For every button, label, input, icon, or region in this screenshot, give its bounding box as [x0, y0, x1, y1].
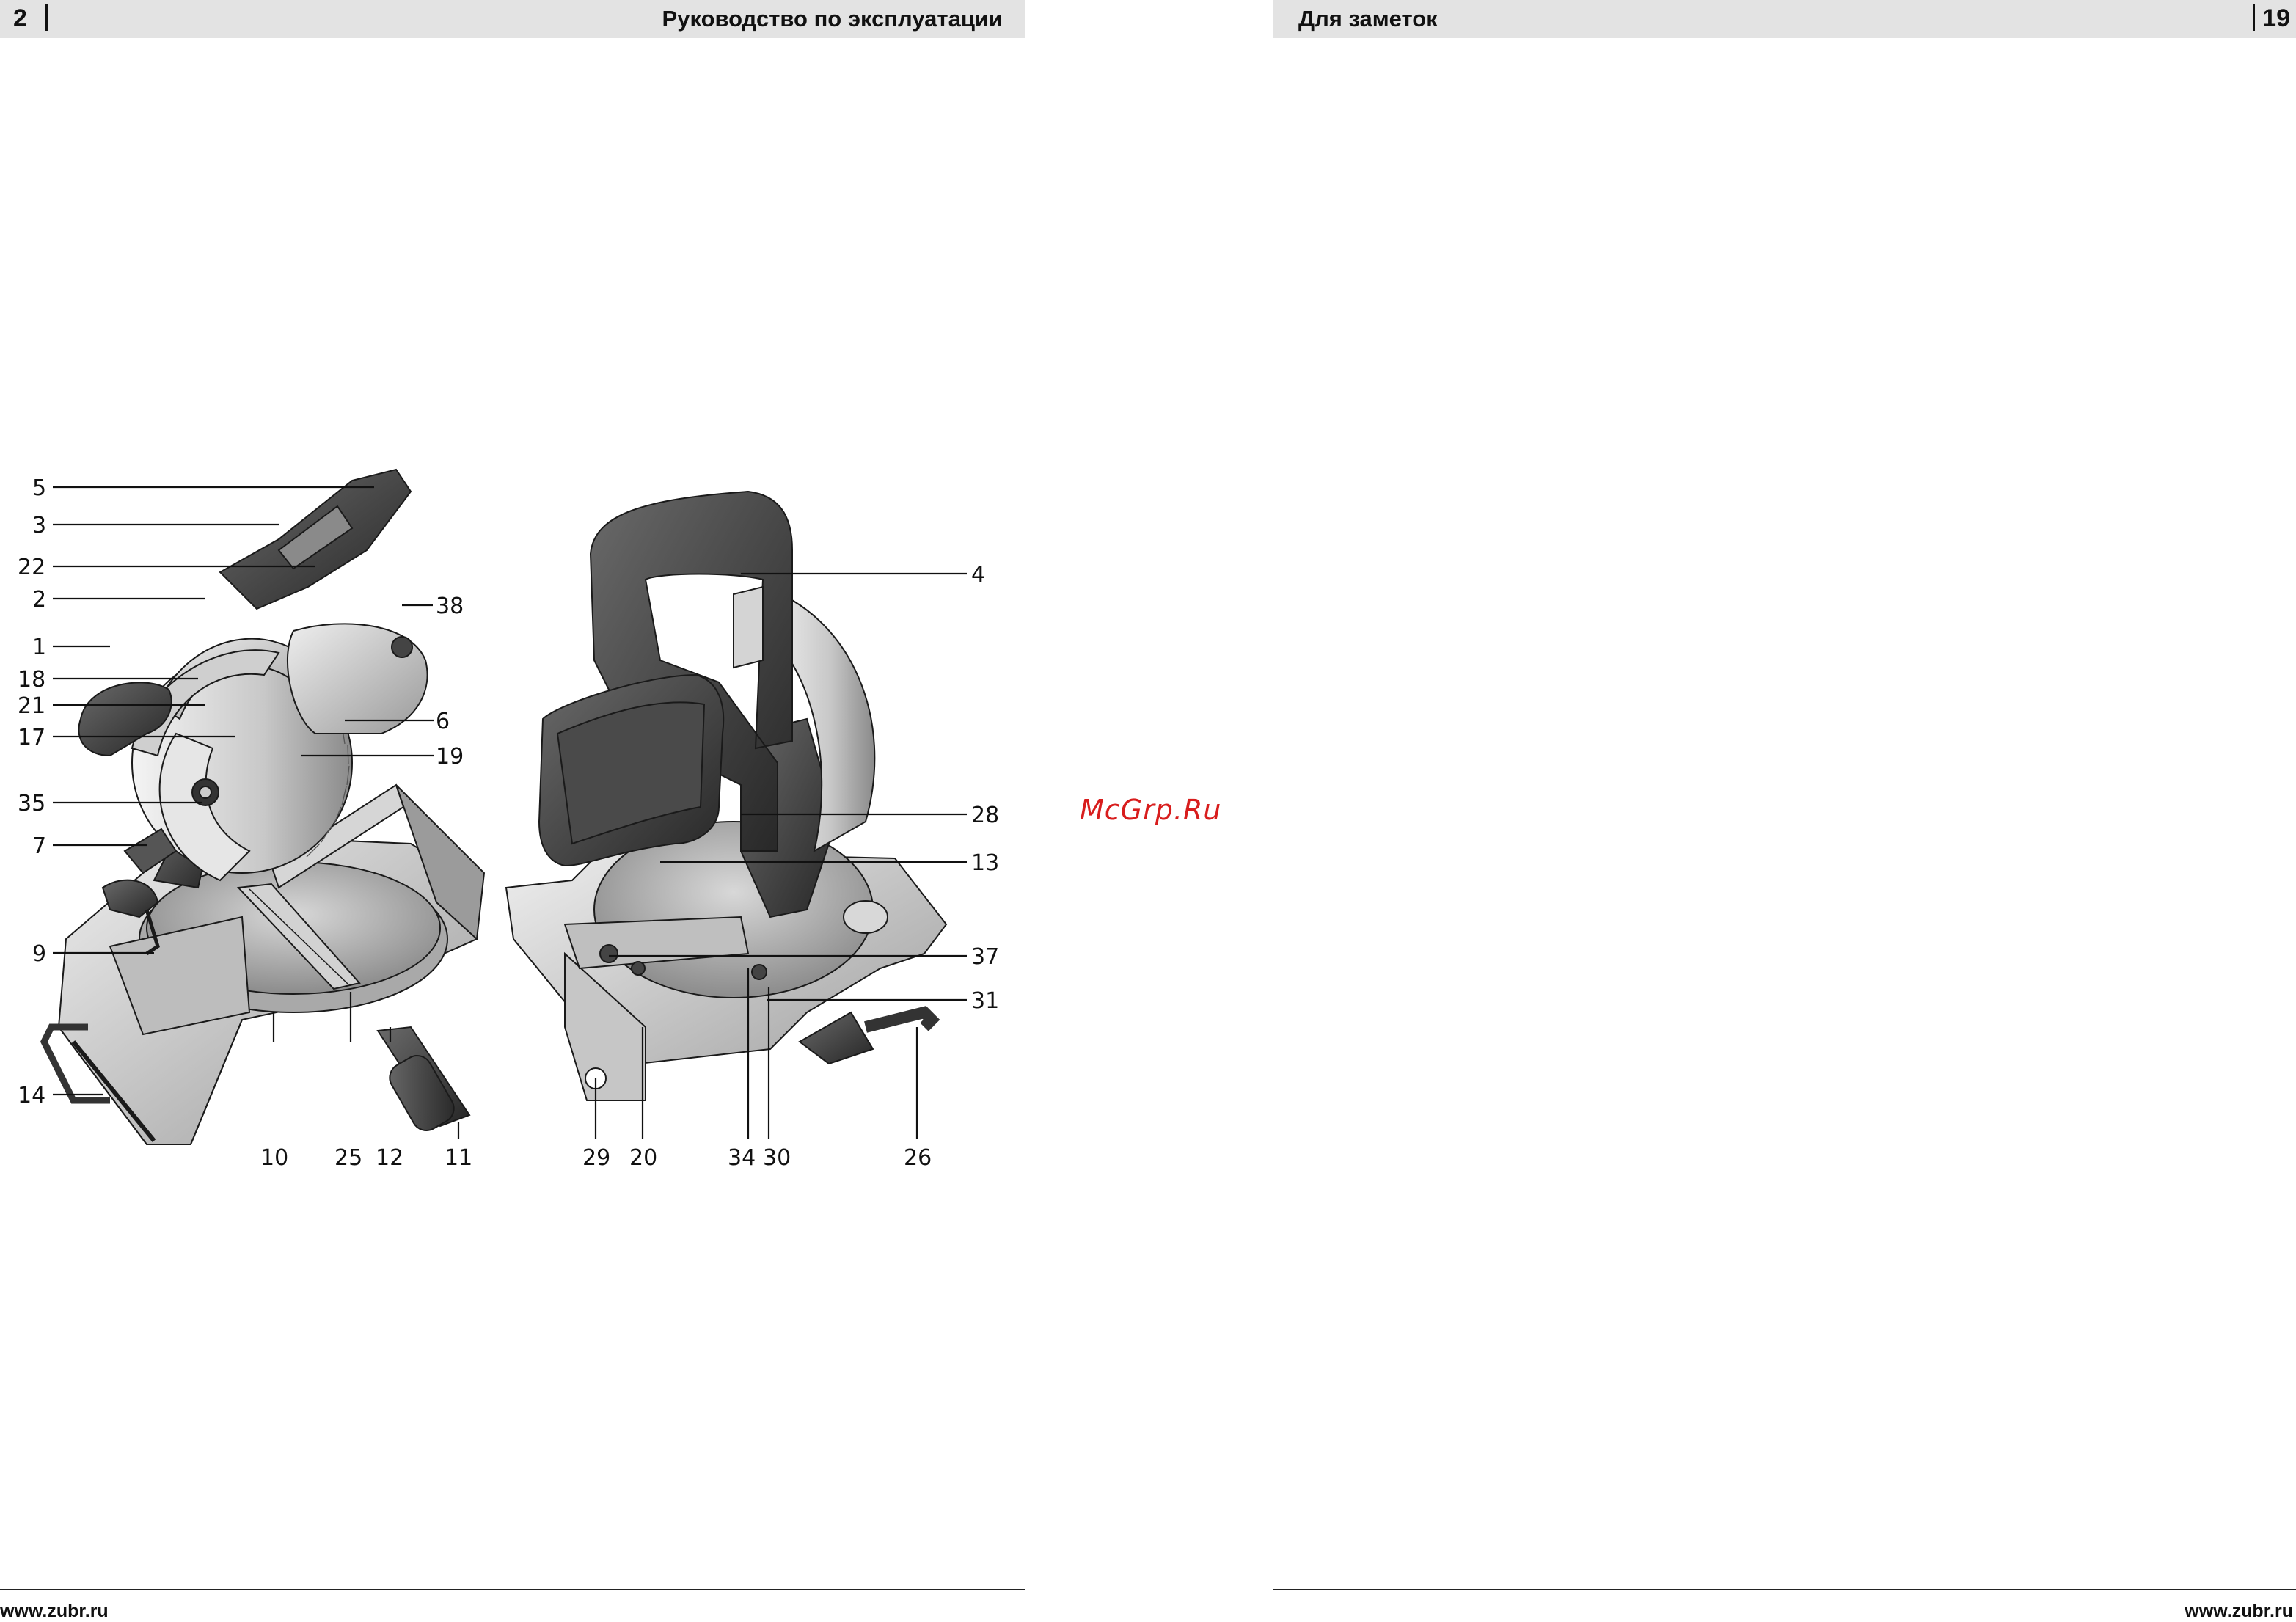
right-header-bar — [1273, 0, 2296, 38]
right-page — [1273, 0, 2296, 1621]
callout-25: 25 — [334, 1145, 363, 1171]
callout-31: 31 — [971, 988, 1000, 1014]
callout-26: 26 — [904, 1145, 932, 1171]
header-separator — [45, 4, 48, 31]
callout-18: 18 — [18, 667, 46, 693]
right-saw-illustration — [506, 492, 946, 1100]
callout-6: 6 — [436, 709, 450, 734]
callout-1: 1 — [32, 635, 47, 660]
right-page-number: 19 — [2262, 4, 2290, 32]
callout-9: 9 — [32, 941, 47, 967]
callout-17: 17 — [18, 725, 46, 750]
callout-7: 7 — [32, 833, 47, 859]
callout-10: 10 — [260, 1145, 289, 1171]
callout-2: 2 — [32, 587, 47, 613]
right-footer-url[interactable]: www.zubr.ru — [2185, 1601, 2293, 1621]
left-running-title: Руководство по эксплуатации — [662, 6, 1003, 32]
callout-13: 13 — [971, 850, 1000, 876]
callout-14: 14 — [18, 1083, 46, 1108]
callout-4: 4 — [971, 562, 986, 588]
mitre-saw-figure — [0, 440, 1027, 1188]
left-footer-url[interactable]: www.zubr.ru — [0, 1601, 109, 1621]
left-header-bar — [0, 0, 1025, 38]
callout-37: 37 — [971, 944, 1000, 970]
callout-12: 12 — [376, 1145, 404, 1171]
callout-21: 21 — [18, 693, 46, 719]
right-footer-rule — [1273, 1589, 2296, 1590]
callout-34: 34 — [728, 1145, 756, 1171]
callout-30: 30 — [763, 1145, 791, 1171]
callout-11: 11 — [445, 1145, 473, 1171]
right-running-title: Для заметок — [1298, 6, 1438, 32]
left-page-number: 2 — [13, 4, 27, 32]
callout-38: 38 — [436, 593, 464, 619]
left-footer-rule — [0, 1589, 1025, 1590]
callout-5: 5 — [32, 475, 47, 501]
callout-3: 3 — [32, 513, 47, 538]
header-separator — [2253, 4, 2255, 31]
callout-28: 28 — [971, 803, 1000, 828]
watermark: McGrp.Ru — [1080, 794, 1222, 826]
callout-35: 35 — [18, 791, 46, 817]
callout-29: 29 — [582, 1145, 611, 1171]
callout-22: 22 — [18, 555, 46, 580]
callout-20: 20 — [629, 1145, 658, 1171]
callout-19: 19 — [436, 744, 464, 770]
left-saw-illustration — [44, 470, 484, 1144]
